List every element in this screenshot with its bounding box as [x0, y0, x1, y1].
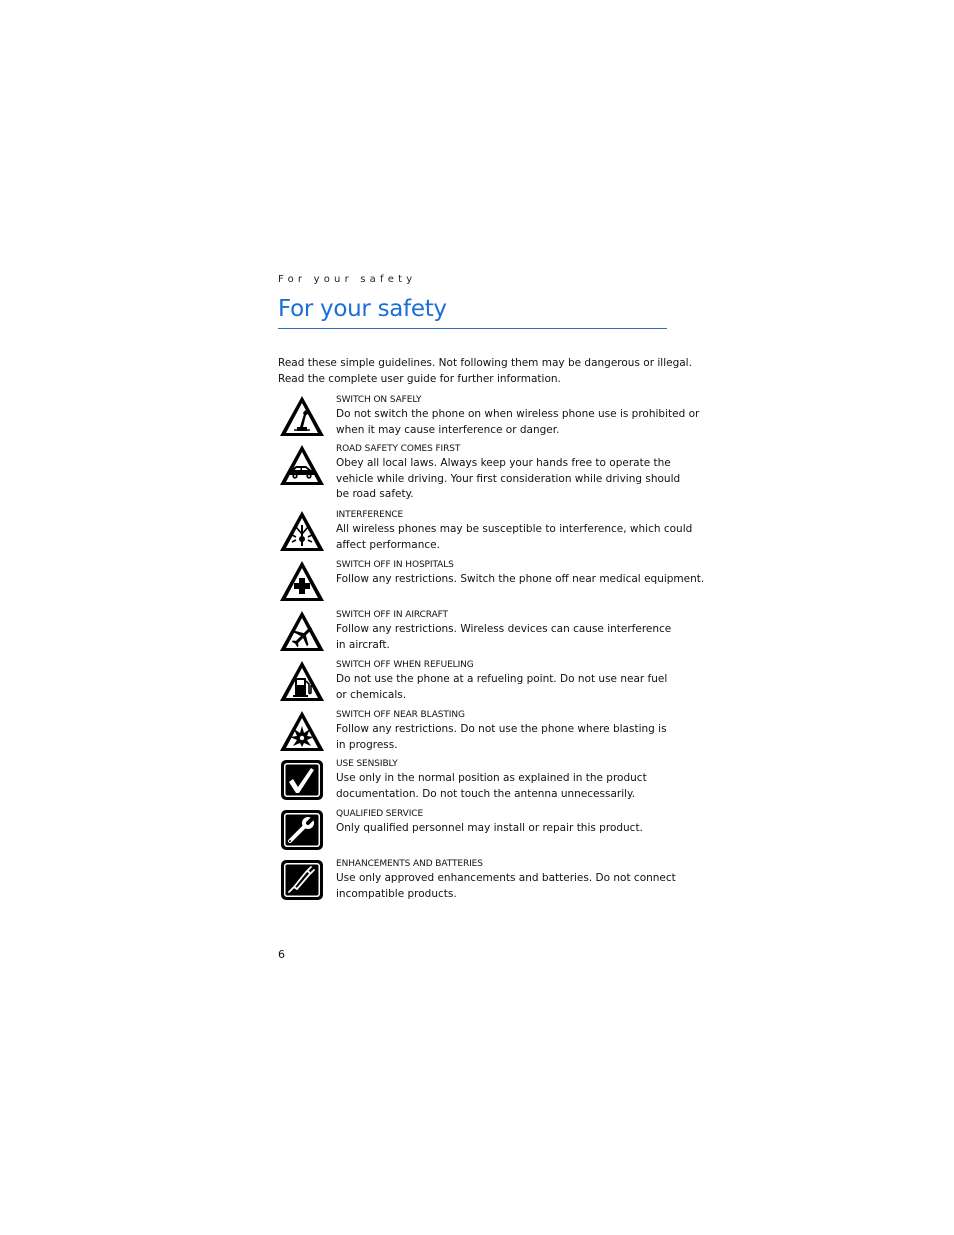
safety-item-description [336, 522, 693, 553]
description-line: Do not switch the phone on when wireless phone use is prohibited or [336, 408, 700, 420]
safety-item-heading: INTERFERENCE [336, 510, 404, 520]
safety-item-heading: SWITCH OFF IN AIRCRAFT [336, 610, 448, 620]
description-line: Follow any restrictions. Wireless devices can cause interference [336, 623, 672, 635]
safety-item-description [336, 672, 672, 703]
safety-item-description [336, 722, 672, 753]
explosion-icon [278, 709, 326, 753]
airplane-icon [278, 609, 326, 653]
page-number: 6 [278, 948, 285, 961]
safety-item-heading: SWITCH OFF NEAR BLASTING [336, 710, 465, 720]
safety-item-heading: SWITCH ON SAFELY [336, 395, 422, 405]
safety-item-description [336, 622, 672, 653]
description-line: Do not use the phone at a refueling point. Do not use near fuel [336, 673, 668, 685]
safety-item-description [336, 572, 705, 588]
description-line: Obey all local laws. Always keep your hands free to operate the [336, 457, 671, 469]
description-line: when it may cause interference or danger. [336, 423, 560, 436]
safety-item-description [336, 821, 672, 837]
description-line: documentation. Do not touch the antenna unnecessarily. [336, 787, 636, 800]
description-line: Use only approved enhancements and batteries. Do not connect [336, 872, 676, 884]
title-divider [278, 328, 667, 329]
checkmark-icon [278, 758, 326, 802]
description-line: Follow any restrictions. Do not use the phone where blasting is [336, 723, 667, 735]
switch-on-safely-icon [278, 394, 326, 438]
intro-line: Read the complete user guide for further information. [278, 373, 561, 385]
safety-item-description [336, 871, 676, 902]
description-line: affect performance. [336, 538, 440, 551]
description-line: All wireless phones may be susceptible to interference, which could [336, 523, 693, 535]
description-line: incompatible products. [336, 887, 457, 900]
hospital-cross-icon [278, 559, 326, 603]
car-icon [278, 443, 326, 487]
description-line: or chemicals. [336, 688, 407, 701]
fuel-pump-icon [278, 659, 326, 703]
safety-item-heading: ROAD SAFETY COMES FIRST [336, 444, 461, 454]
safety-item-description [336, 456, 681, 503]
safety-item-description [336, 771, 672, 802]
safety-item-heading: ENHANCEMENTS AND BATTERIES [336, 859, 483, 869]
description-line: Follow any restrictions. Switch the phone off near medical equipment. [336, 573, 705, 585]
description-line: Only qualified personnel may install or repair this product. [336, 822, 643, 834]
safety-item-description [336, 407, 700, 438]
intro-paragraph [278, 355, 692, 387]
safety-item-heading: QUALIFIED SERVICE [336, 809, 424, 819]
safety-item-heading: SWITCH OFF WHEN REFUELING [336, 660, 474, 670]
description-line: be road safety. [336, 488, 414, 500]
plug-icon [278, 858, 326, 902]
safety-item-heading: USE SENSIBLY [336, 759, 398, 769]
description-line: in progress. [336, 738, 398, 751]
page-title: For your safety [278, 296, 447, 322]
description-line: Use only in the normal position as explained in the product [336, 772, 647, 784]
running-head: For your safety [278, 274, 417, 285]
interference-icon [278, 509, 326, 553]
wrench-icon [278, 808, 326, 852]
description-line: vehicle while driving. Your first consideration while driving should [336, 472, 681, 485]
safety-item-heading: SWITCH OFF IN HOSPITALS [336, 560, 454, 570]
intro-line: Read these simple guidelines. Not following them may be dangerous or illegal. [278, 357, 692, 369]
description-line: in aircraft. [336, 638, 390, 651]
